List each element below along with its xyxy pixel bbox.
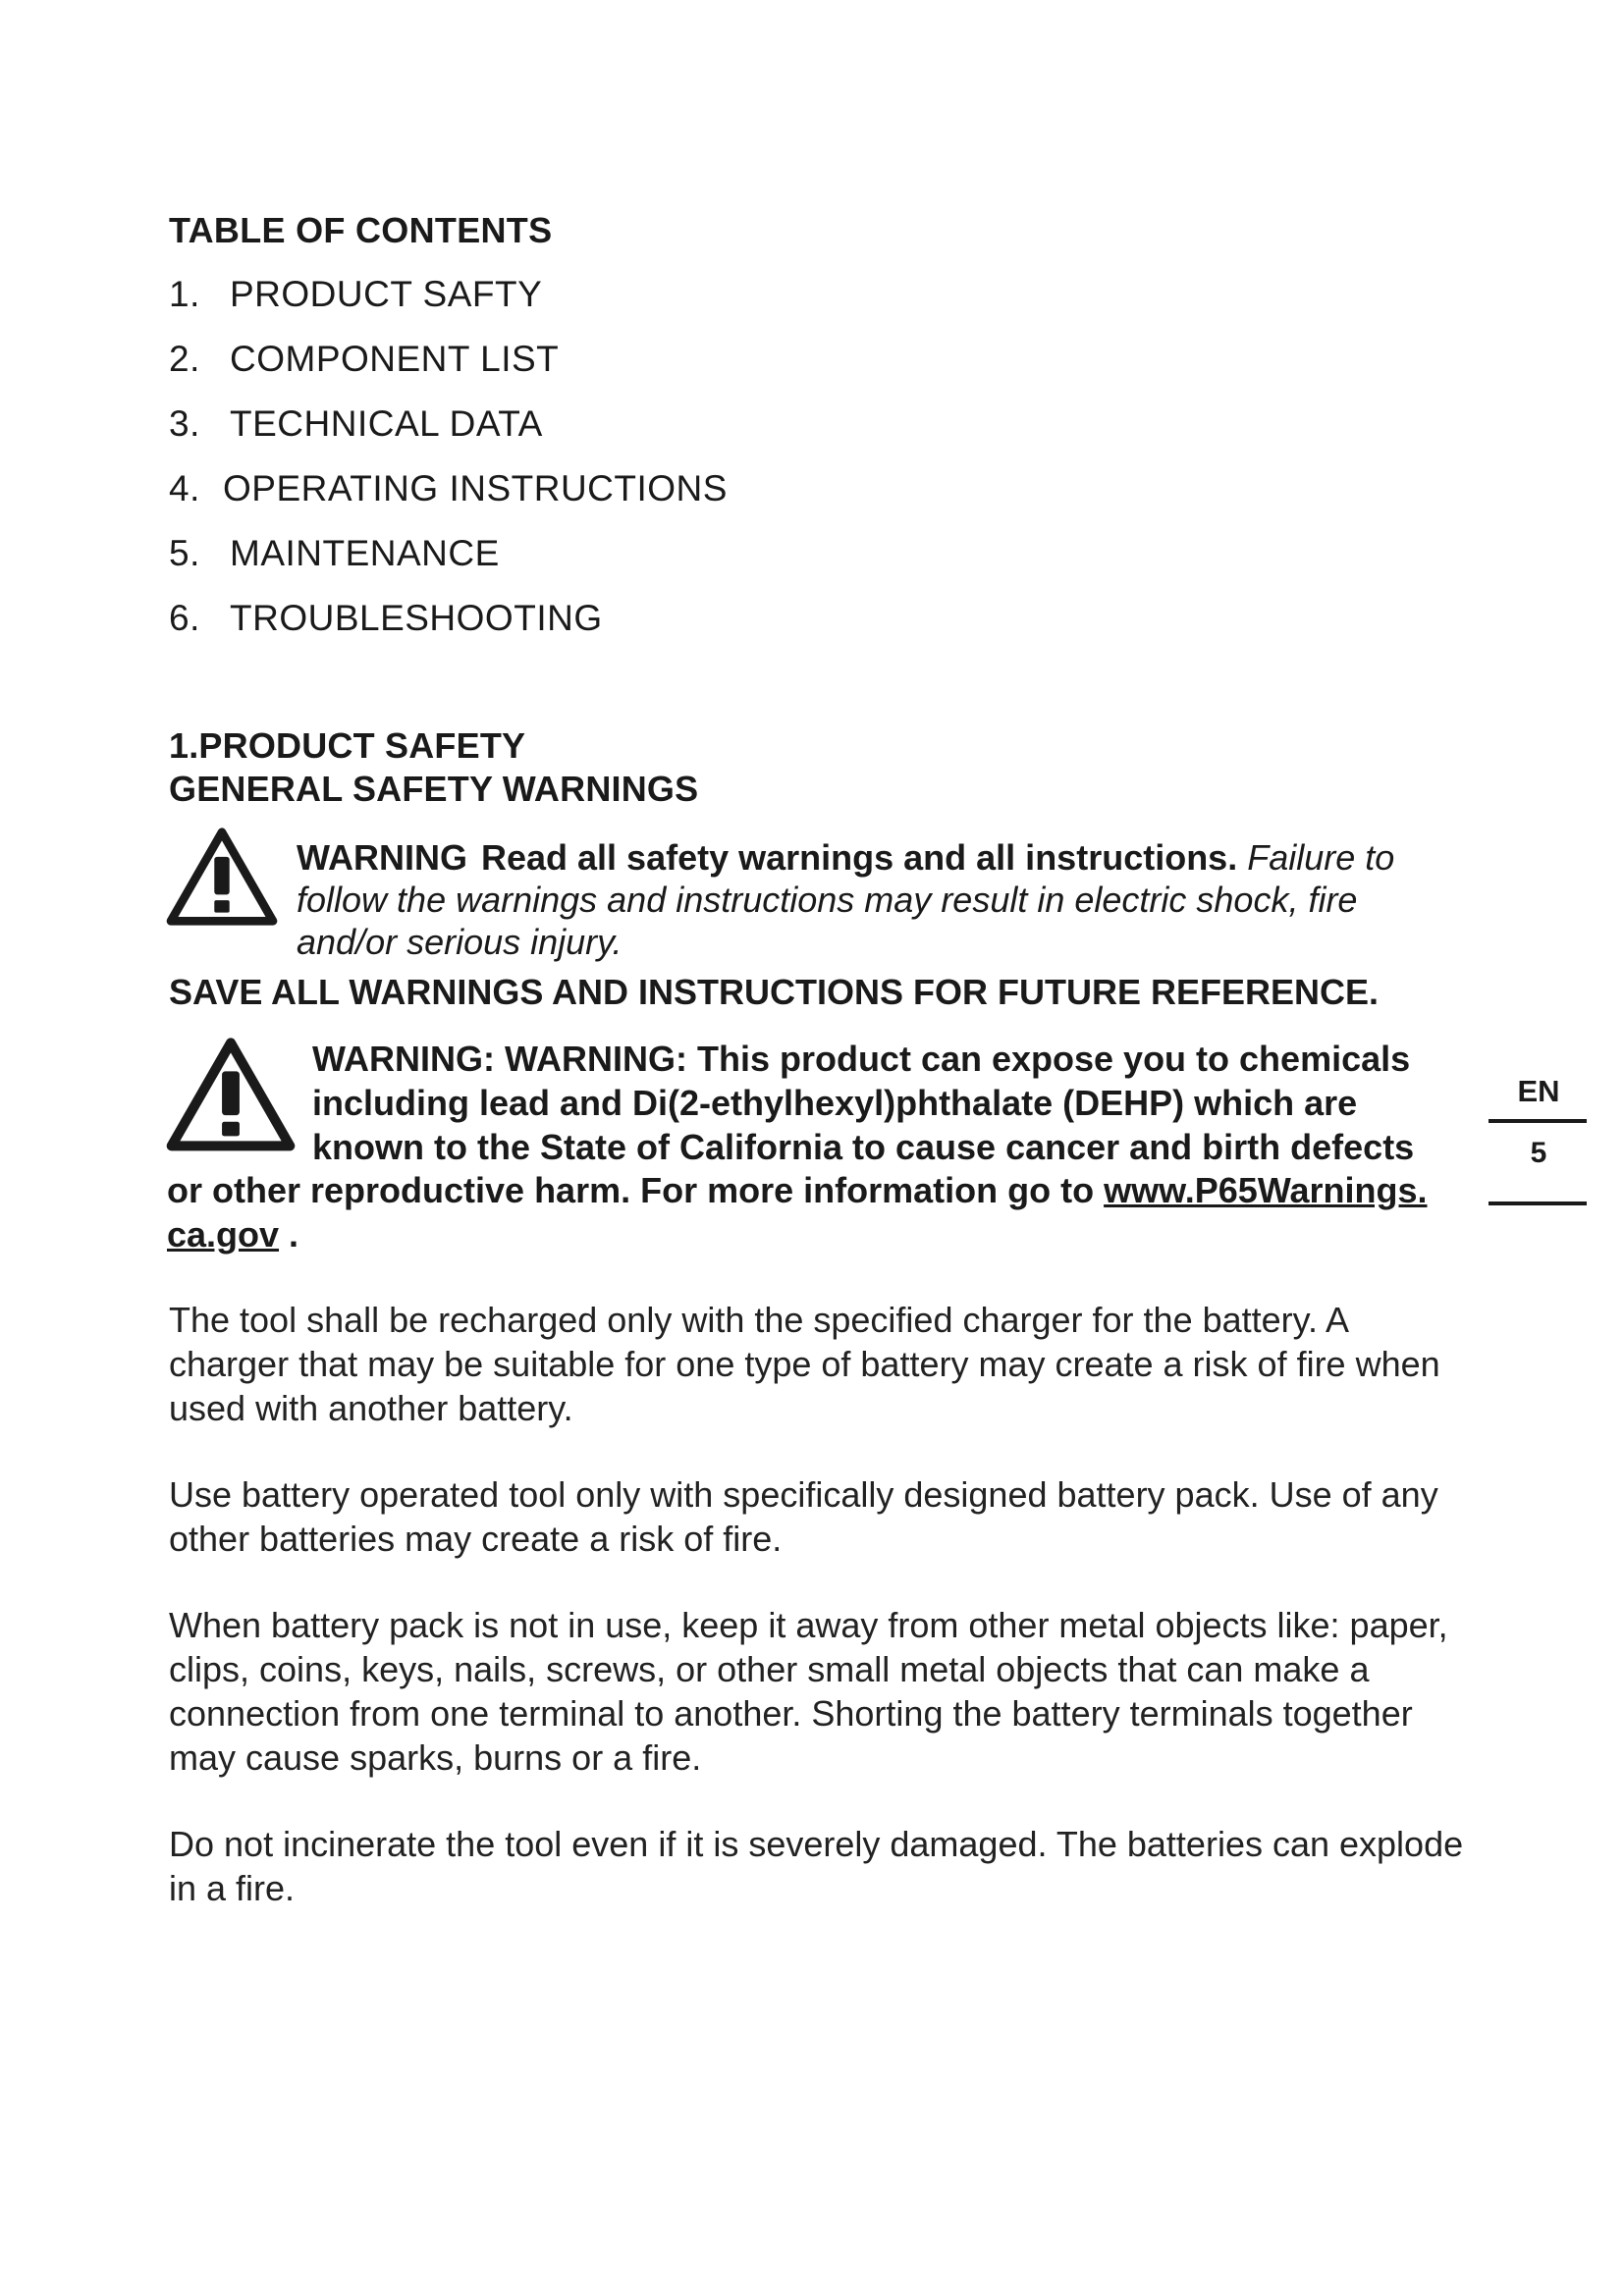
section-title: 1.PRODUCT SAFETY <box>169 725 526 766</box>
toc-item-number: 5. <box>169 533 200 573</box>
section-subtitle: GENERAL SAFETY WARNINGS <box>169 769 699 809</box>
toc-item[interactable] <box>169 528 728 593</box>
toc-item[interactable] <box>169 334 728 399</box>
prop65-warning: WARNING: WARNING: This product can expose you to chemicals including lead and Di(2-ethylhexyl)phthalate (DEHP) which are known to the State of California to cause cancer and birth defects <box>312 1039 1415 1167</box>
toc-item-number: 3. <box>169 403 200 444</box>
page-number: 5 <box>1530 1137 1547 1169</box>
toc-item-number: 6. <box>169 598 200 638</box>
toc-item[interactable] <box>169 463 728 528</box>
toc-item-label: TECHNICAL DATA <box>230 403 543 444</box>
toc-item-number: 4. <box>169 468 200 508</box>
language-tab: EN <box>1517 1074 1560 1108</box>
warning-triangle-icon <box>165 1036 297 1155</box>
warning-triangle-icon <box>165 827 279 929</box>
prop65-tail-text: or other reproductive harm. For more information go to <box>167 1170 1095 1210</box>
save-notice: SAVE ALL WARNINGS AND INSTRUCTIONS FOR FUTURE REFERENCE. <box>169 972 1380 1012</box>
warning-italic-text: Failure to follow the warnings and instructions may result in electric shock, fire and/or serious injury. <box>297 837 1395 962</box>
prop65-tail-end: . <box>279 1214 299 1255</box>
paragraph-metal-objects: When battery pack is not in use, keep it away from other metal objects like: paper, clips, coins, keys, nails, screws, or other small metal objects that can make a connection from one terminal to another. Shorting the battery terminals together may cause sparks, burns or a fire. <box>169 1605 1448 1778</box>
warning-bold-text: Read all safety warnings and all instructions. <box>481 837 1238 878</box>
toc-item-label: COMPONENT LIST <box>230 339 560 379</box>
toc-item-label: OPERATING INSTRUCTIONS <box>223 468 728 508</box>
toc-item[interactable] <box>169 593 728 658</box>
warning-label: WARNING <box>297 837 467 878</box>
divider <box>1489 1201 1587 1205</box>
paragraph-incinerate: Do not incinerate the tool even if it is severely damaged. The batteries can explode in a fire. <box>169 1824 1464 1908</box>
toc-item[interactable] <box>169 269 728 334</box>
prop65-warning-tail <box>167 1168 1483 1256</box>
toc-item-number: 2. <box>169 339 200 379</box>
toc-item-label: PRODUCT SAFTY <box>230 274 543 314</box>
toc-item-label: TROUBLESHOOTING <box>230 598 603 638</box>
toc-item-label: MAINTENANCE <box>230 533 500 573</box>
toc-list <box>169 269 728 658</box>
p65-link[interactable]: www.P65Warnings. ca.gov <box>167 1170 1428 1255</box>
paragraph-battery-pack: Use battery operated tool only with specifically designed battery pack. Use of any other batteries may create a risk of fire. <box>169 1474 1438 1559</box>
toc-item-number: 1. <box>169 274 200 314</box>
section-heading <box>169 724 698 811</box>
toc-item[interactable] <box>169 399 728 463</box>
toc-title: TABLE OF CONTENTS <box>169 210 553 250</box>
warning-general <box>297 836 1445 963</box>
divider <box>1489 1119 1587 1123</box>
paragraph-charger: The tool shall be recharged only with the specified charger for the battery. A charger that may be suitable for one type of battery may create a risk of fire when used with another battery. <box>169 1300 1440 1428</box>
